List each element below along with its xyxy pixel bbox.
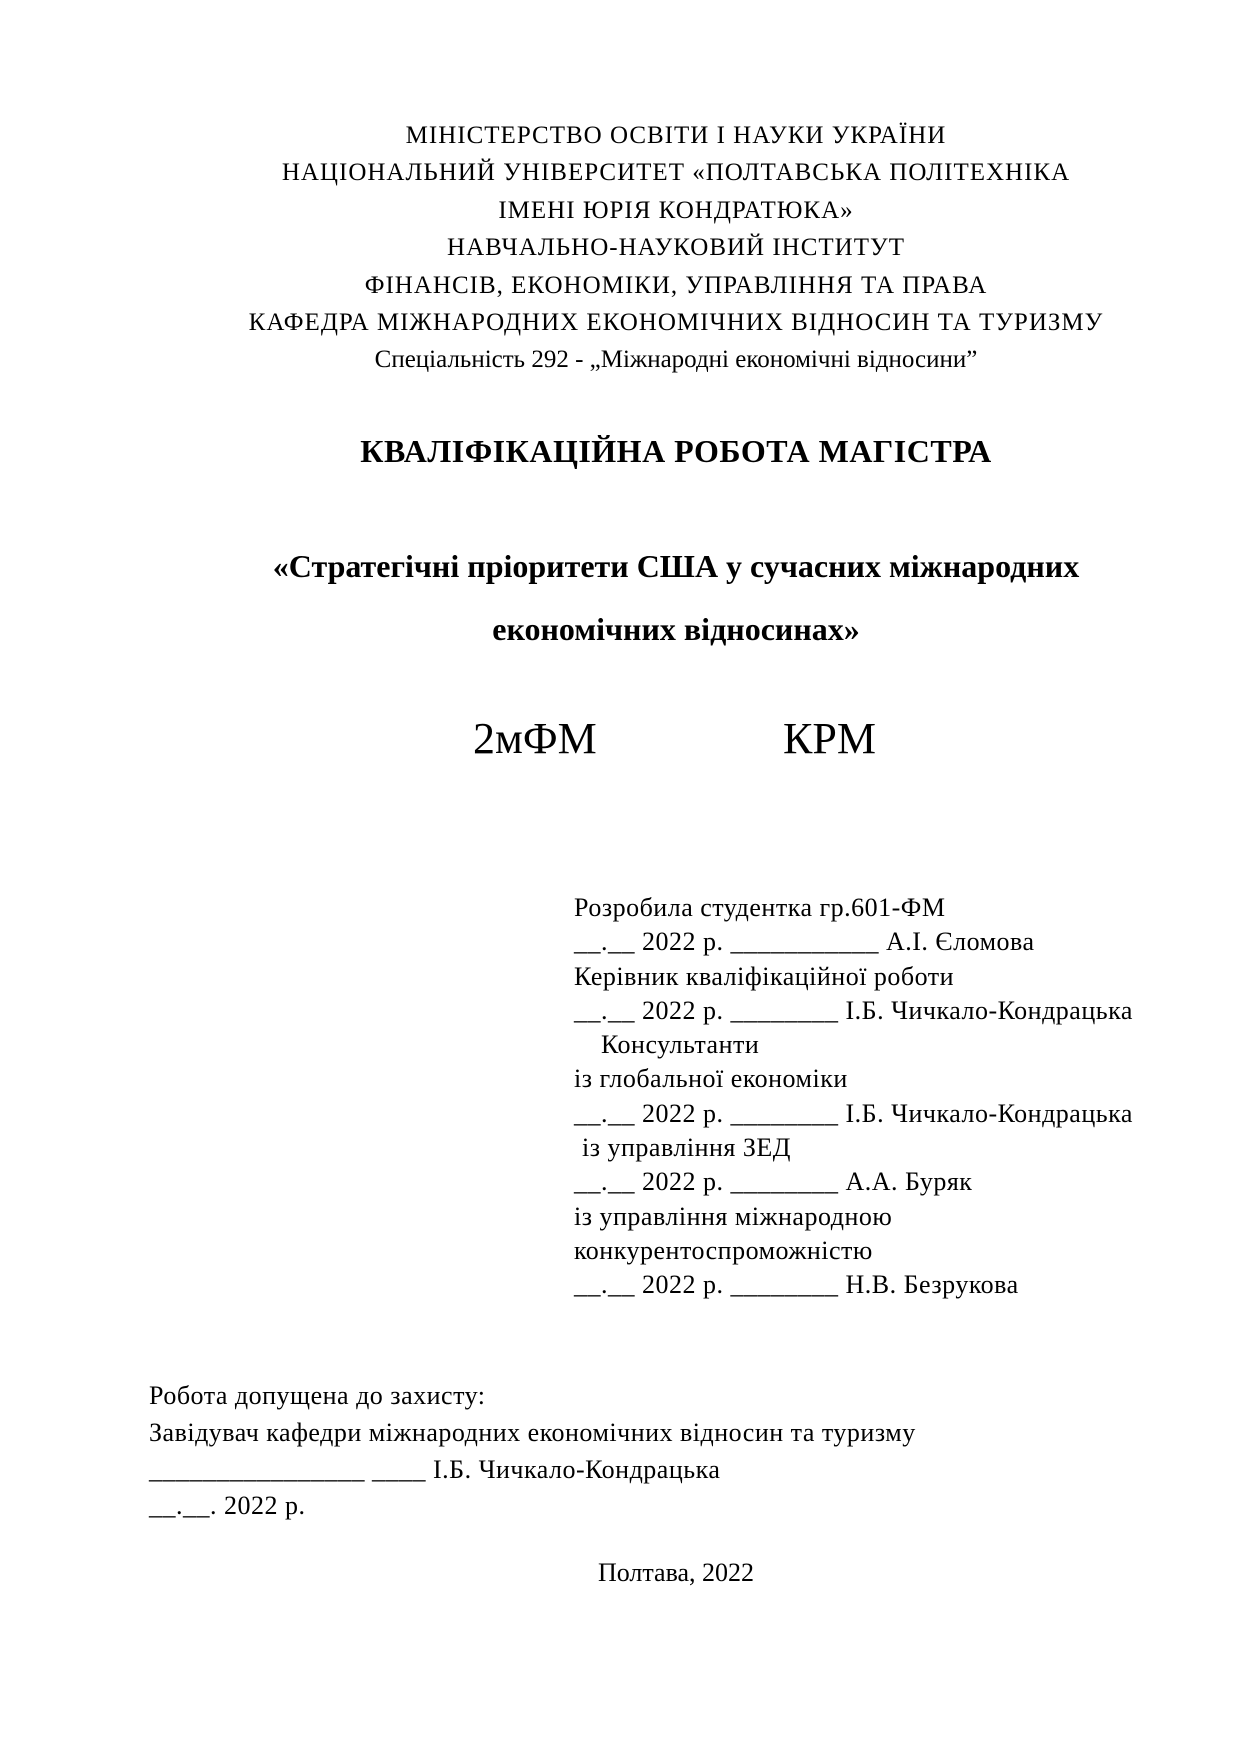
specialty-line: Спеціальність 292 - „Міжнародні економічні відносини” <box>374 346 978 374</box>
admission-line-head-sign: ________________ ____ І.Б. Чичкало-Кондрацька <box>149 1454 721 1484</box>
group-code: 2мФМ <box>473 714 597 763</box>
signature-line-consultant1-role: із глобальної економіки <box>574 1064 848 1094</box>
signature-line-consultant2-role: із управління ЗЕД <box>582 1133 792 1163</box>
header-line: НАЦІОНАЛЬНИЙ УНІВЕРСИТЕТ «ПОЛТАВСЬКА ПОЛІТЕХНІКА <box>281 159 1071 187</box>
header-line: ФІНАНСІВ, ЕКОНОМІКИ, УПРАВЛІННЯ ТА ПРАВА <box>364 271 988 299</box>
signature-line-author-sign: __.__ 2022 р. ___________ А.І. Єломова <box>574 927 1035 957</box>
thesis-title <box>112 535 1240 661</box>
signature-line-consultant3-role-1: із управління міжнародною <box>574 1201 893 1231</box>
admission-line-head-role: Завідувач кафедри міжнародних економічних відносин та туризму <box>149 1417 916 1447</box>
signature-line-consultants-heading: Консультанти <box>601 1030 760 1060</box>
work-type-heading: КВАЛІФІКАЦІЙНА РОБОТА МАГІСТРА <box>360 433 992 469</box>
thesis-title-line2: економічних відносинах» <box>492 611 860 647</box>
thesis-title-line1: «Стратегічні пріоритети США у сучасних міжнародних <box>272 548 1080 584</box>
admission-block <box>149 1378 916 1525</box>
university-header <box>112 117 1240 379</box>
signature-line-consultant3-sign: __.__ 2022 р. ________ Н.В. Безрукова <box>574 1270 1019 1300</box>
signature-line-consultant2-sign: __.__ 2022 р. ________ А.А. Буряк <box>574 1167 973 1197</box>
signature-line-author-role: Розробила студентка гр.601-ФМ <box>574 893 946 922</box>
header-line: ІМЕНІ ЮРІЯ КОНДРАТЮКА» <box>498 196 854 224</box>
admission-line-date: __.__. 2022 р. <box>149 1491 306 1521</box>
header-line: НАВЧАЛЬНО-НАУКОВИЙ ІНСТИТУТ <box>447 234 905 262</box>
signature-line-supervisor-role: Керівник кваліфікаційної роботи <box>574 961 955 991</box>
admission-line-title: Робота допущена до захисту: <box>149 1381 486 1410</box>
signature-line-consultant3-role-2: конкурентоспроможністю <box>574 1235 873 1265</box>
signature-line-supervisor-sign: __.__ 2022 р. ________ І.Б. Чичкало-Кондрацька <box>574 995 1133 1025</box>
header-line: КАФЕДРА МІЖНАРОДНИХ ЕКОНОМІЧНИХ ВІДНОСИН ТА ТУРИЗМУ <box>248 309 1104 337</box>
work-code: КРМ <box>783 714 876 763</box>
signature-block <box>574 891 1133 1303</box>
signature-line-consultant1-sign: __.__ 2022 р. ________ І.Б. Чичкало-Кондрацька <box>574 1098 1133 1128</box>
header-line: МІНІСТЕРСТВО ОСВІТИ І НАУКИ УКРАЇНИ <box>405 122 947 149</box>
footer-city-year: Полтава, 2022 <box>597 1558 755 1587</box>
